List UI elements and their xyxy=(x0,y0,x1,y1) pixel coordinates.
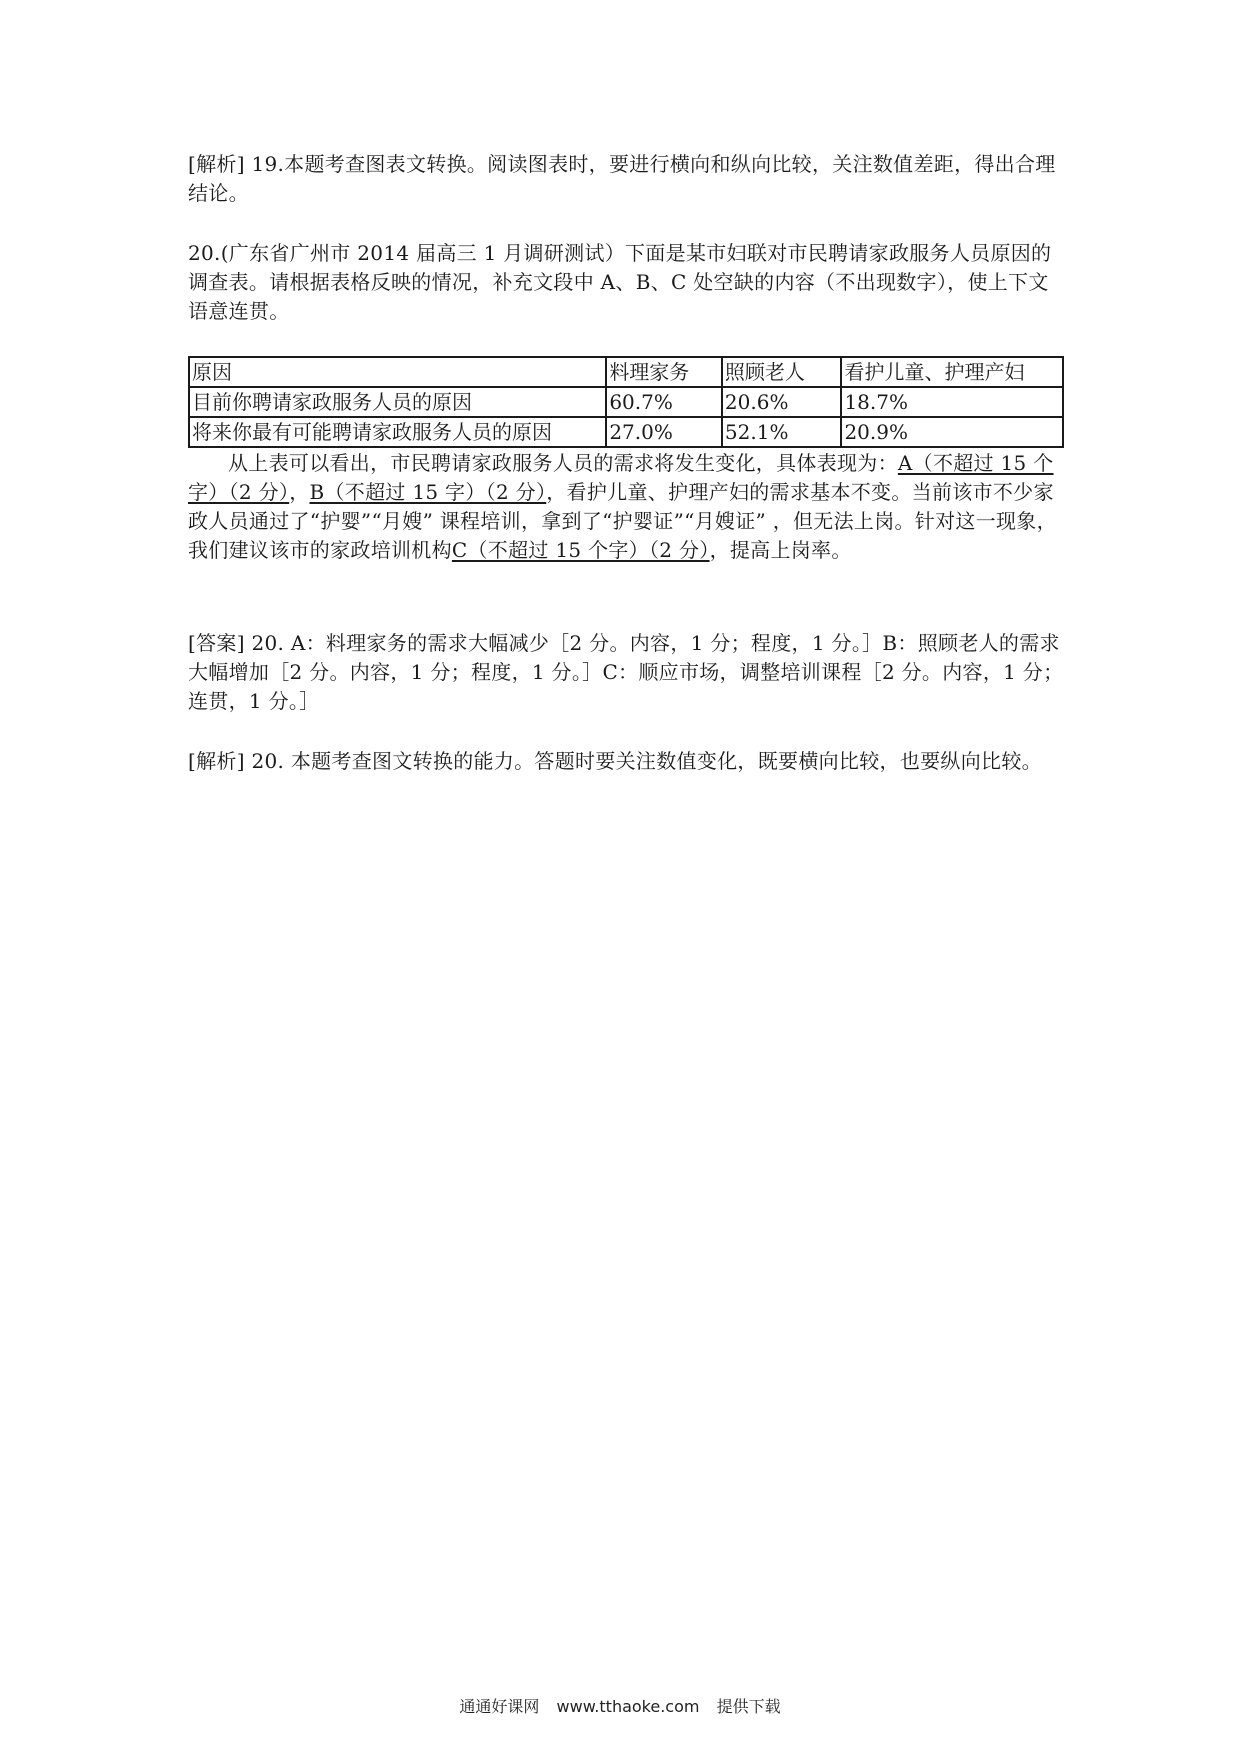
header-cell: 料理家务 xyxy=(606,357,722,387)
table-cell: 52.1% xyxy=(722,417,842,447)
table-cell: 27.0% xyxy=(606,417,722,447)
passage-text: ， xyxy=(289,480,310,504)
footer-site: 通通好课网 xyxy=(459,1697,540,1716)
passage-text: ，提高上岗率。 xyxy=(709,538,852,562)
analysis-20: [解析] 20. 本题考查图文转换的能力。答题时要关注数值变化，既要横向比较，也要纵向比较。 xyxy=(188,749,1042,773)
question-20: 20.(广东省广州市 2014 届高三 1 月调研测试）下面是某市妇联对市民聘请家政服务人员原因的调查表。请根据表格反映的情况，补充文段中 A、B、C 处空缺的内容（不出现数字），使上下文语意连贯。 xyxy=(188,241,1052,323)
blank-c: C（不超过 15 个字）（2 分） xyxy=(451,538,710,562)
table-cell: 将来你最有可能聘请家政服务人员的原因 xyxy=(189,417,606,447)
footer-note: 提供下载 xyxy=(716,1697,781,1716)
blank-a: A（不超过 15 个字）（2 分） xyxy=(188,451,1054,504)
header-cell: 原因 xyxy=(189,357,606,387)
footer-url: www.tthaoke.com xyxy=(556,1697,700,1716)
header-cell: 看护儿童、护理产妇 xyxy=(841,357,1063,387)
table-header-row xyxy=(189,357,1063,387)
table-cell: 60.7% xyxy=(606,387,722,417)
passage-text: 从上表可以看出，市民聘请家政服务人员的需求将发生变化，具体表现为： xyxy=(228,451,898,475)
answer-20: [答案] 20. A：料理家务的需求大幅减少［2 分。内容，1 分；程度，1 分。］B：照顾老人的需求大幅增加［2 分。内容，1 分；程度，1 分。］C：顺应市场，调整培训课程［2 分。内容，1 分；连贯，1 分。］ xyxy=(188,631,1064,713)
table-cell: 目前你聘请家政服务人员的原因 xyxy=(189,387,606,417)
table-row xyxy=(189,417,1063,447)
passage-text: ，看护儿童、护理产妇的需求基本不变。当前该市不少家政人员通过了“护婴”“月嫂” 课程培训，拿到了“护婴证”“月嫂证” ，但无法上岗。针对这一现象，我们建议该市的家政培训机构 xyxy=(188,480,1057,562)
table-cell: 20.6% xyxy=(722,387,842,417)
table-row xyxy=(189,387,1063,417)
table-cell: 18.7% xyxy=(841,387,1063,417)
blank-b: B（不超过 15 字）（2 分） xyxy=(309,480,547,504)
survey-table xyxy=(188,356,1064,448)
header-cell: 照顾老人 xyxy=(722,357,842,387)
page-footer xyxy=(0,1694,1240,1717)
passage-20 xyxy=(188,449,1068,565)
table-cell: 20.9% xyxy=(841,417,1063,447)
analysis-19: [解析] 19.本题考查图表文转换。阅读图表时，要进行横向和纵向比较，关注数值差距，得出合理结论。 xyxy=(188,152,1056,205)
